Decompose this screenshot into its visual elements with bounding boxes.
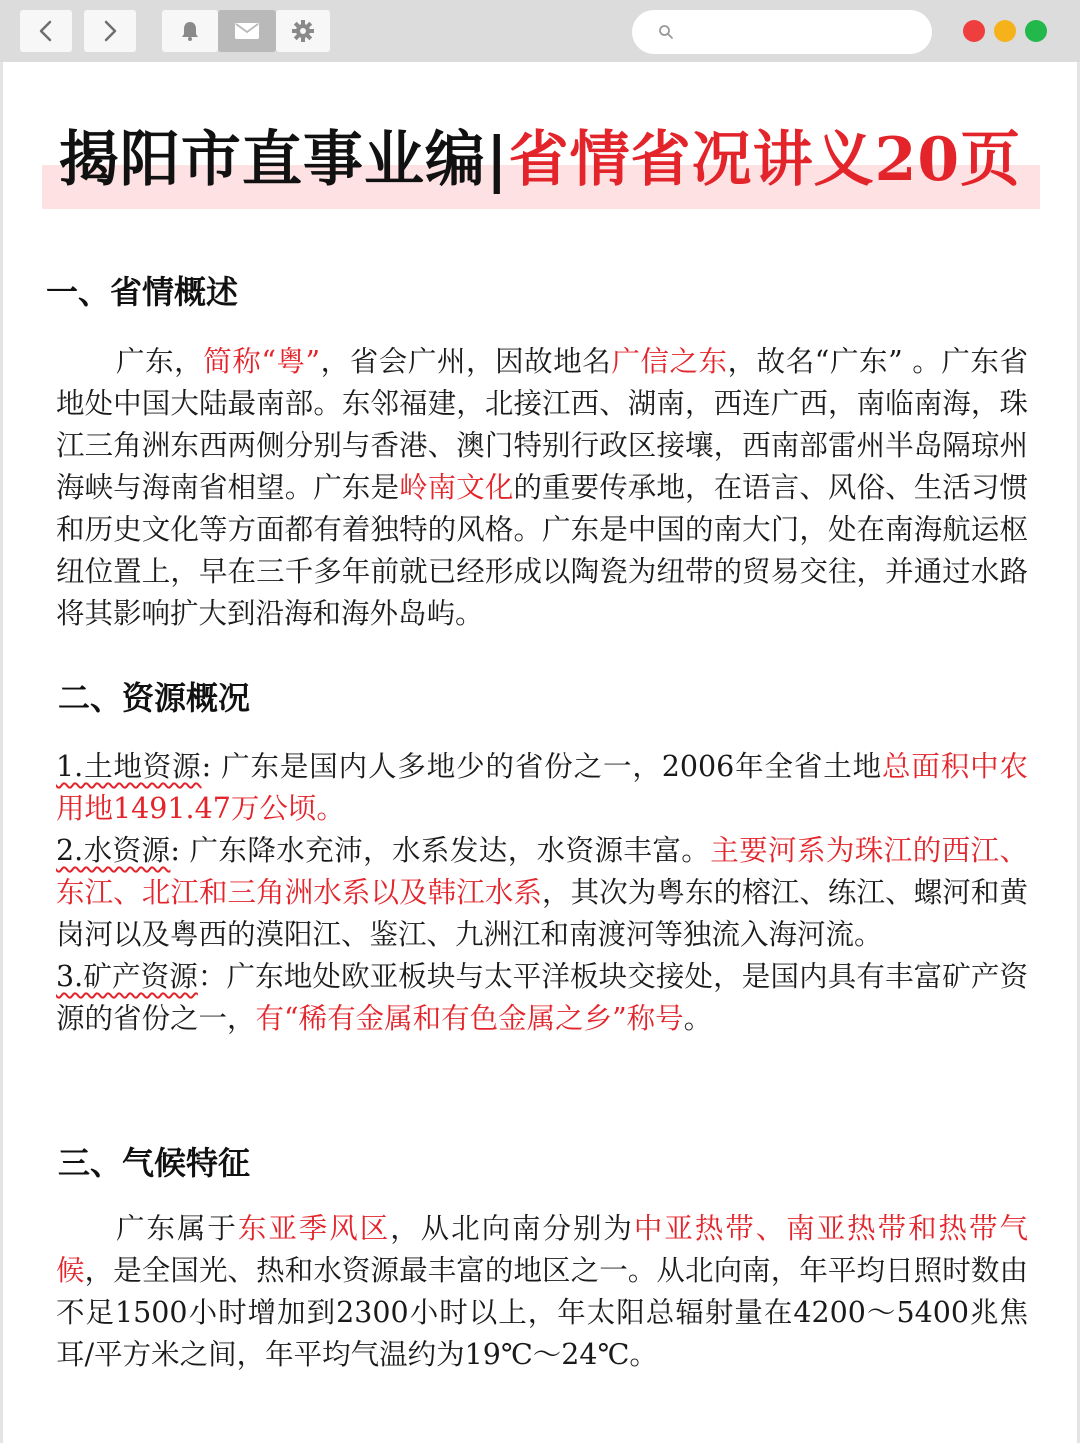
gear-icon bbox=[291, 19, 315, 43]
highlight-text: 中亚热带、南亚热带和热带气候 bbox=[56, 1212, 1028, 1287]
back-button[interactable] bbox=[20, 10, 72, 52]
highlight-text: 总面积中农用地1491.47万公顷。 bbox=[56, 750, 1028, 825]
chevron-right-icon bbox=[100, 19, 120, 43]
water-resource-label: 2.水资源 bbox=[56, 834, 171, 867]
highlight-text: 岭南文化 bbox=[399, 471, 514, 504]
title-black-part: 揭阳市直事业编 bbox=[58, 125, 486, 195]
text-run: ，故名“广东” 。广东省地处中国大陆最南部。东邻福建，北接江西、湖南，西连广西，南临南海，珠江三角洲东西两侧分别与香港、澳门特别行政区接壤，西南部雷州半岛隔琼州海峡与海南省相望。广东是 bbox=[56, 345, 1028, 504]
text-run: 广东， bbox=[116, 345, 204, 378]
mineral-resource-label: 3.矿产资源 bbox=[56, 960, 198, 993]
chevron-left-icon bbox=[36, 19, 56, 43]
page-title bbox=[0, 118, 1080, 202]
search-icon bbox=[658, 24, 674, 40]
resources-list bbox=[56, 746, 1028, 1040]
mineral-resource-item bbox=[56, 956, 1028, 1040]
text-run: ，其次为粤东的榕江、练江、螺河和黄岗河以及粤西的漠阳江、鉴江、九洲江和南渡河等独流入海河流。 bbox=[56, 876, 1028, 951]
page-border-left bbox=[0, 62, 3, 1443]
highlight-text: 简称“粤” bbox=[203, 345, 321, 378]
text-run: : 广东是国内人多地少的省份之一，2006年全省土地 bbox=[201, 750, 882, 783]
highlight-text: 主要河系为珠江的西江、东江、北江和三角洲水系以及韩江水系 bbox=[56, 834, 1028, 909]
text-run: ，是全国光、热和水资源最丰富的地区之一。从北向南，年平均日照时数由不足1500小时增加到2300小时以上，年太阳总辐射量在4200～5400兆焦耳/平方米之间，年平均气温约为19℃～24℃。 bbox=[56, 1254, 1028, 1371]
land-resource-label: 1.土地资源 bbox=[56, 750, 202, 783]
forward-button[interactable] bbox=[84, 10, 136, 52]
mail-icon bbox=[234, 22, 260, 40]
title-separator: | bbox=[485, 125, 509, 195]
notifications-button[interactable] bbox=[162, 10, 218, 52]
text-run: ，省会广州，因故地名 bbox=[320, 345, 612, 378]
highlight-text: 广信之东 bbox=[611, 345, 728, 378]
search-input[interactable] bbox=[632, 10, 932, 54]
climate-paragraph bbox=[56, 1208, 1028, 1376]
minimize-window-button[interactable] bbox=[994, 20, 1016, 42]
section-heading-overview: 一、省情概述 bbox=[46, 273, 239, 311]
text-run: ，从北向南分别为 bbox=[390, 1212, 634, 1245]
land-resource-item bbox=[56, 746, 1028, 830]
bell-icon bbox=[179, 20, 201, 42]
title-red-part: 省情省况讲义20页 bbox=[508, 125, 1022, 195]
text-run: 广东属于 bbox=[116, 1212, 238, 1245]
text-run: ：广东地处欧亚板块与太平洋板块交接处，是国内具有丰富矿产资源的省份之一， bbox=[56, 960, 1028, 1035]
section-heading-resources: 二、资源概况 bbox=[58, 679, 251, 717]
mail-button[interactable] bbox=[218, 10, 276, 52]
section-heading-climate: 三、气候特征 bbox=[58, 1144, 251, 1182]
browser-toolbar bbox=[0, 0, 1080, 62]
text-run: : 广东降水充沛，水系发达，水资源丰富。 bbox=[170, 834, 711, 867]
highlight-text: 有“稀有金属和有色金属之乡”称号 bbox=[255, 1002, 684, 1035]
overview-paragraph bbox=[56, 341, 1028, 635]
settings-button[interactable] bbox=[276, 10, 330, 52]
highlight-text: 东亚季风区 bbox=[237, 1212, 391, 1245]
text-run: 。 bbox=[683, 1002, 713, 1035]
maximize-window-button[interactable] bbox=[1025, 20, 1047, 42]
close-window-button[interactable] bbox=[963, 20, 985, 42]
water-resource-item bbox=[56, 830, 1028, 956]
text-run: 的重要传承地，在语言、风俗、生活习惯和历史文化等方面都有着独特的风格。广东是中国的南大门，处在南海航运枢纽位置上，早在三千多年前就已经形成以陶瓷为纽带的贸易交往，并通过水路将其影响扩大到沿海和海外岛屿。 bbox=[56, 471, 1028, 630]
